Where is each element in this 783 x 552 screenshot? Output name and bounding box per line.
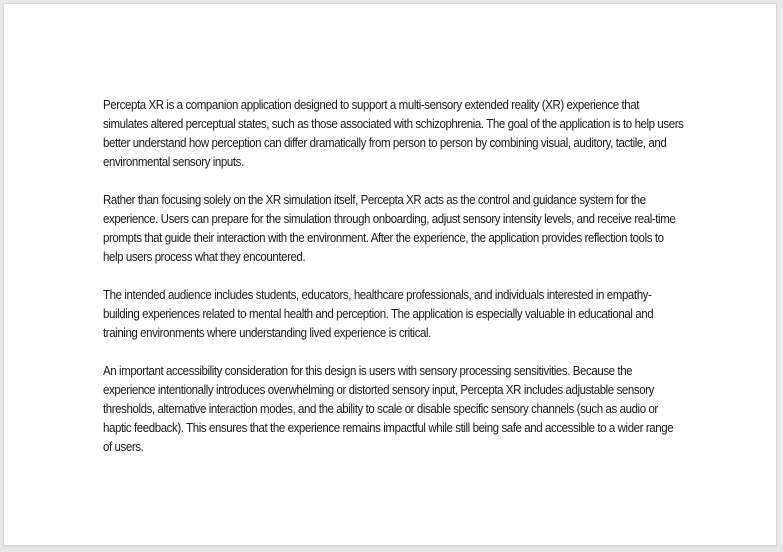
paragraph-accessibility: An important accessibility consideration for this design is users with sensory processing sensitivities. Because the experience intentionally introduces overwhelming or distorted sensory input, Percepta XR includes adjustable sensory thresholds, alternative interaction modes, and the ability to scale or disable specific sensory channels (such as audio or haptic feedback). This ensures that the experience remains impactful while still being safe and accessible to a wider range of users. xyxy=(103,364,674,454)
document-body xyxy=(103,96,683,457)
paragraph-audience: The intended audience includes students, educators, healthcare professionals, and individuals interested in empathy-building experiences related to mental health and perception. The application is especially valuable in educational and training environments where understanding lived experience is critical. xyxy=(103,288,654,340)
paragraph-overview: Percepta XR is a companion application designed to support a multi-sensory extended reality (XR) experience that simulates altered perceptual states, such as those associated with schizophrenia. The goal of the application is to help users better understand how perception can differ dramatically from person to person by combining visual, auditory, tactile, and environmental sensory inputs. xyxy=(103,98,684,169)
paragraph-purpose: Rather than focusing solely on the XR simulation itself, Percepta XR acts as the control and guidance system for the experience. Users can prepare for the simulation through onboarding, adjust sensory intensity levels, and receive real-time prompts that guide their interaction with the environment. After the experience, the application provides reflection tools to help users process what they encountered. xyxy=(103,193,676,264)
document-page xyxy=(3,3,777,546)
